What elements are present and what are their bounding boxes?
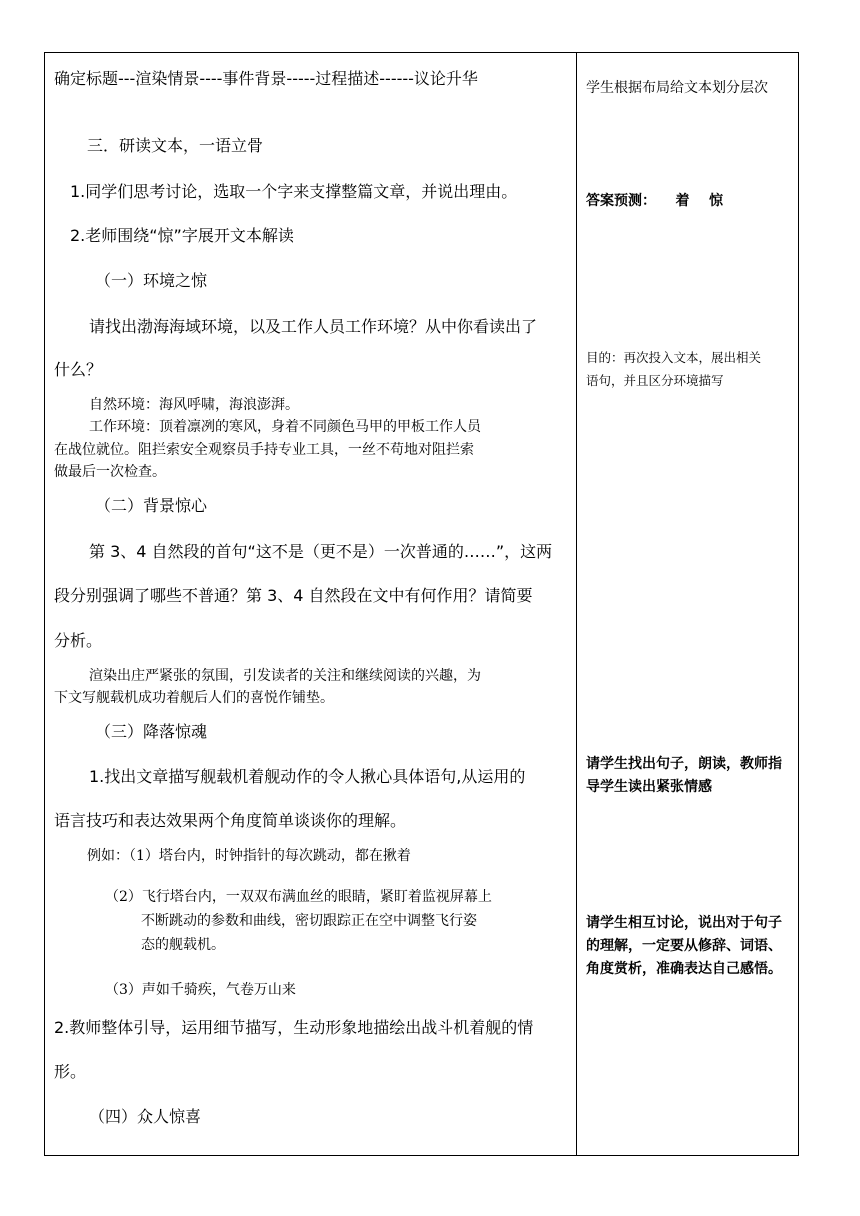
- sub1-answer-work-line3: 做最后一次检查。: [54, 464, 166, 480]
- sub2-answer-line2: 下文写舰载机成功着舰后人们的喜悦作铺垫。: [54, 690, 334, 706]
- example-1: 例如：（1）塔台内，时钟指针的每次跳动，都在揪着: [87, 848, 411, 864]
- note-read-line1: 请学生找出句子，朗读，教师指: [586, 756, 782, 772]
- example-2-line1: （2）飞行塔台内，一双双布满血丝的眼睛，紧盯着监视屏幕上: [105, 889, 492, 905]
- sub4-heading: （四）众人惊喜: [89, 1107, 202, 1126]
- sub1-heading: （一）环境之惊: [95, 271, 208, 290]
- note-purpose-line2: 语句，并且区分环境描写: [586, 373, 724, 388]
- note-discuss-line3: 角度赏析，准确表达自己感悟。: [586, 961, 782, 977]
- sub1-answer-work-line2: 在战位就位。阻拦索安全观察员手持专业工具，一丝不苟地对阻拦索: [54, 442, 474, 458]
- task1-text: 1.同学们思考讨论，选取一个字来支撑整篇文章，并说出理由。: [70, 182, 518, 201]
- note-discuss-line1: 请学生相互讨论，说出对于句子: [586, 915, 782, 931]
- note-discuss-line2: 的理解，一定要从修辞、词语、: [586, 938, 782, 954]
- sub1-answer-work-line1: 工作环境：顶着凛冽的寒风，身着不同颜色马甲的甲板工作人员: [89, 419, 481, 435]
- note-answer-prediction: 答案预测： 着 惊: [586, 193, 723, 209]
- note-purpose-line1: 目的：再次投入文本，展出相关: [586, 350, 762, 365]
- sub2-answer-line1: 渲染出庄严紧张的氛围，引发读者的关注和继续阅读的兴趣，为: [89, 668, 481, 684]
- sub3-task2-line1: 2.教师整体引导，运用细节描写，生动形象地描绘出战斗机着舰的情: [54, 1018, 534, 1037]
- note-read-line2: 导学生读出紧张情感: [586, 779, 712, 795]
- sub2-heading: （二）背景惊心: [95, 496, 208, 515]
- sub1-answer-natural: 自然环境：海风呼啸，海浪澎湃。: [89, 397, 299, 413]
- example-2-line2: 不断跳动的参数和曲线，密切跟踪正在空中调整飞行姿: [141, 913, 477, 929]
- task2-text: 2.老师围绕“惊”字展开文本解读: [70, 226, 294, 245]
- example-2-line3: 态的舰载机。: [141, 937, 225, 953]
- sub3-task1-line1: 1.找出文章描写舰载机着舰动作的令人揪心具体语句,从运用的: [89, 767, 526, 786]
- sub3-task2-line2: 形。: [54, 1062, 87, 1081]
- sub1-question-line1: 请找出渤海海域环境，以及工作人员工作环境？从中你看读出了: [89, 317, 538, 336]
- sub2-question-line2: 段分别强调了哪些不普通？第 3、4 自然段在文中有何作用？请简要: [54, 586, 533, 605]
- section3-heading: 三．研读文本，一语立骨: [87, 136, 264, 155]
- note-layout: 学生根据布局给文本划分层次: [586, 80, 768, 96]
- sub1-question-line2: 什么？: [54, 360, 103, 379]
- sub3-task1-line2: 语言技巧和表达效果两个角度简单谈谈你的理解。: [54, 811, 407, 830]
- structure-line: 确定标题---渲染情景----事件背景-----过程描述------议论升华: [54, 69, 478, 88]
- sub2-question-line3: 分析。: [54, 631, 103, 650]
- sub2-question-line1: 第 3、4 自然段的首句“这不是（更不是）一次普通的……”，这两: [89, 542, 553, 561]
- example-3: （3）声如千骑疾，气卷万山来: [105, 982, 296, 998]
- sub3-heading: （三）降落惊魂: [95, 722, 208, 741]
- column-divider: [576, 53, 577, 1155]
